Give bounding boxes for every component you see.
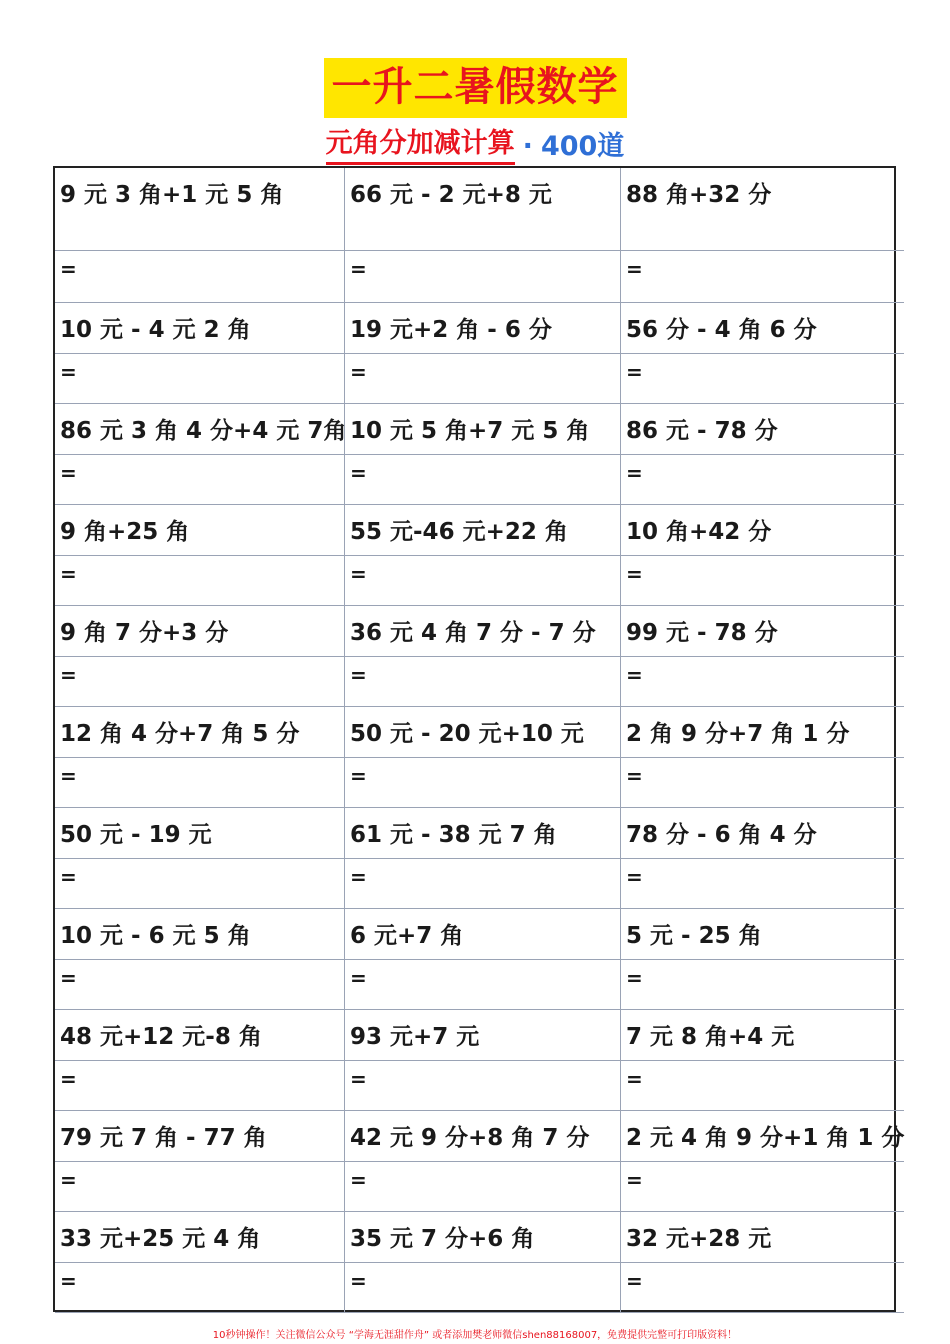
question-cell: 93 元+7 元: [345, 1010, 621, 1061]
question-cell: 9 元 3 角+1 元 5 角: [55, 168, 345, 251]
answer-cell[interactable]: =: [345, 251, 621, 303]
question-cell: 12 角 4 分+7 角 5 分: [55, 707, 345, 758]
subtitle-count: 400道: [540, 131, 625, 162]
answer-cell[interactable]: =: [621, 859, 904, 909]
page-title: 一升二暑假数学: [324, 58, 627, 118]
question-cell: 42 元 9 分+8 角 7 分: [345, 1111, 621, 1162]
question-cell: 99 元 - 78 分: [621, 606, 904, 657]
answer-cell[interactable]: =: [55, 1263, 345, 1313]
question-cell: 6 元+7 角: [345, 909, 621, 960]
question-cell: 48 元+12 元-8 角: [55, 1010, 345, 1061]
answer-cell[interactable]: =: [621, 1263, 904, 1313]
answer-cell[interactable]: =: [345, 455, 621, 505]
answer-cell[interactable]: =: [55, 455, 345, 505]
question-cell: 5 元 - 25 角: [621, 909, 904, 960]
question-cell: 32 元+28 元: [621, 1212, 904, 1263]
question-cell: 10 元 5 角+7 元 5 角: [345, 404, 621, 455]
question-cell: 36 元 4 角 7 分 - 7 分: [345, 606, 621, 657]
question-cell: 66 元 - 2 元+8 元: [345, 168, 621, 251]
answer-cell[interactable]: =: [345, 1263, 621, 1313]
question-cell: 86 元 3 角 4 分+4 元 7角: [55, 404, 345, 455]
question-cell: 9 角 7 分+3 分: [55, 606, 345, 657]
question-cell: 9 角+25 角: [55, 505, 345, 556]
question-cell: 55 元-46 元+22 角: [345, 505, 621, 556]
question-cell: 10 角+42 分: [621, 505, 904, 556]
question-cell: 88 角+32 分: [621, 168, 904, 251]
question-cell: 10 元 - 4 元 2 角: [55, 303, 345, 354]
answer-cell[interactable]: =: [55, 657, 345, 707]
answer-cell[interactable]: =: [621, 556, 904, 606]
answer-cell[interactable]: =: [55, 556, 345, 606]
subtitle-main: 元角分加减计算: [326, 126, 515, 165]
answer-cell[interactable]: =: [621, 455, 904, 505]
question-cell: 35 元 7 分+6 角: [345, 1212, 621, 1263]
answer-cell[interactable]: =: [621, 1162, 904, 1212]
question-cell: 33 元+25 元 4 角: [55, 1212, 345, 1263]
worksheet-grid: [53, 166, 905, 1312]
question-cell: 2 角 9 分+7 角 1 分: [621, 707, 904, 758]
title-wrap: [0, 58, 950, 118]
answer-cell[interactable]: =: [345, 1162, 621, 1212]
answer-cell[interactable]: =: [345, 556, 621, 606]
footer-note: 10秒钟操作！关注微信公众号 “学海无涯甜作舟” 或者添加樊老师微信shen88168007，免费提供完整可打印版资料！: [212, 1330, 738, 1341]
answer-cell[interactable]: =: [345, 354, 621, 404]
question-cell: 78 分 - 6 角 4 分: [621, 808, 904, 859]
answer-cell[interactable]: =: [345, 960, 621, 1010]
question-cell: 50 元 - 19 元: [55, 808, 345, 859]
subtitle: [0, 126, 950, 165]
question-cell: 19 元+2 角 - 6 分: [345, 303, 621, 354]
answer-cell[interactable]: =: [55, 960, 345, 1010]
answer-cell[interactable]: =: [621, 960, 904, 1010]
question-cell: 50 元 - 20 元+10 元: [345, 707, 621, 758]
answer-cell[interactable]: =: [55, 859, 345, 909]
question-cell: 56 分 - 4 角 6 分: [621, 303, 904, 354]
question-cell: 79 元 7 角 - 77 角: [55, 1111, 345, 1162]
answer-cell[interactable]: =: [345, 758, 621, 808]
answer-cell[interactable]: =: [621, 1061, 904, 1111]
answer-cell[interactable]: =: [345, 657, 621, 707]
subtitle-dot: ·: [522, 131, 533, 162]
question-cell: 61 元 - 38 元 7 角: [345, 808, 621, 859]
question-cell: 10 元 - 6 元 5 角: [55, 909, 345, 960]
answer-cell[interactable]: =: [55, 251, 345, 303]
answer-cell[interactable]: =: [621, 758, 904, 808]
question-cell: 2 元 4 角 9 分+1 角 1 分: [621, 1111, 904, 1162]
answer-cell[interactable]: =: [621, 354, 904, 404]
answer-cell[interactable]: =: [55, 354, 345, 404]
answer-cell[interactable]: =: [345, 1061, 621, 1111]
answer-cell[interactable]: =: [55, 1061, 345, 1111]
answer-cell[interactable]: =: [621, 657, 904, 707]
question-cell: 86 元 - 78 分: [621, 404, 904, 455]
answer-cell[interactable]: =: [55, 758, 345, 808]
answer-cell[interactable]: =: [55, 1162, 345, 1212]
question-cell: 7 元 8 角+4 元: [621, 1010, 904, 1061]
answer-cell[interactable]: =: [621, 251, 904, 303]
answer-cell[interactable]: =: [345, 859, 621, 909]
